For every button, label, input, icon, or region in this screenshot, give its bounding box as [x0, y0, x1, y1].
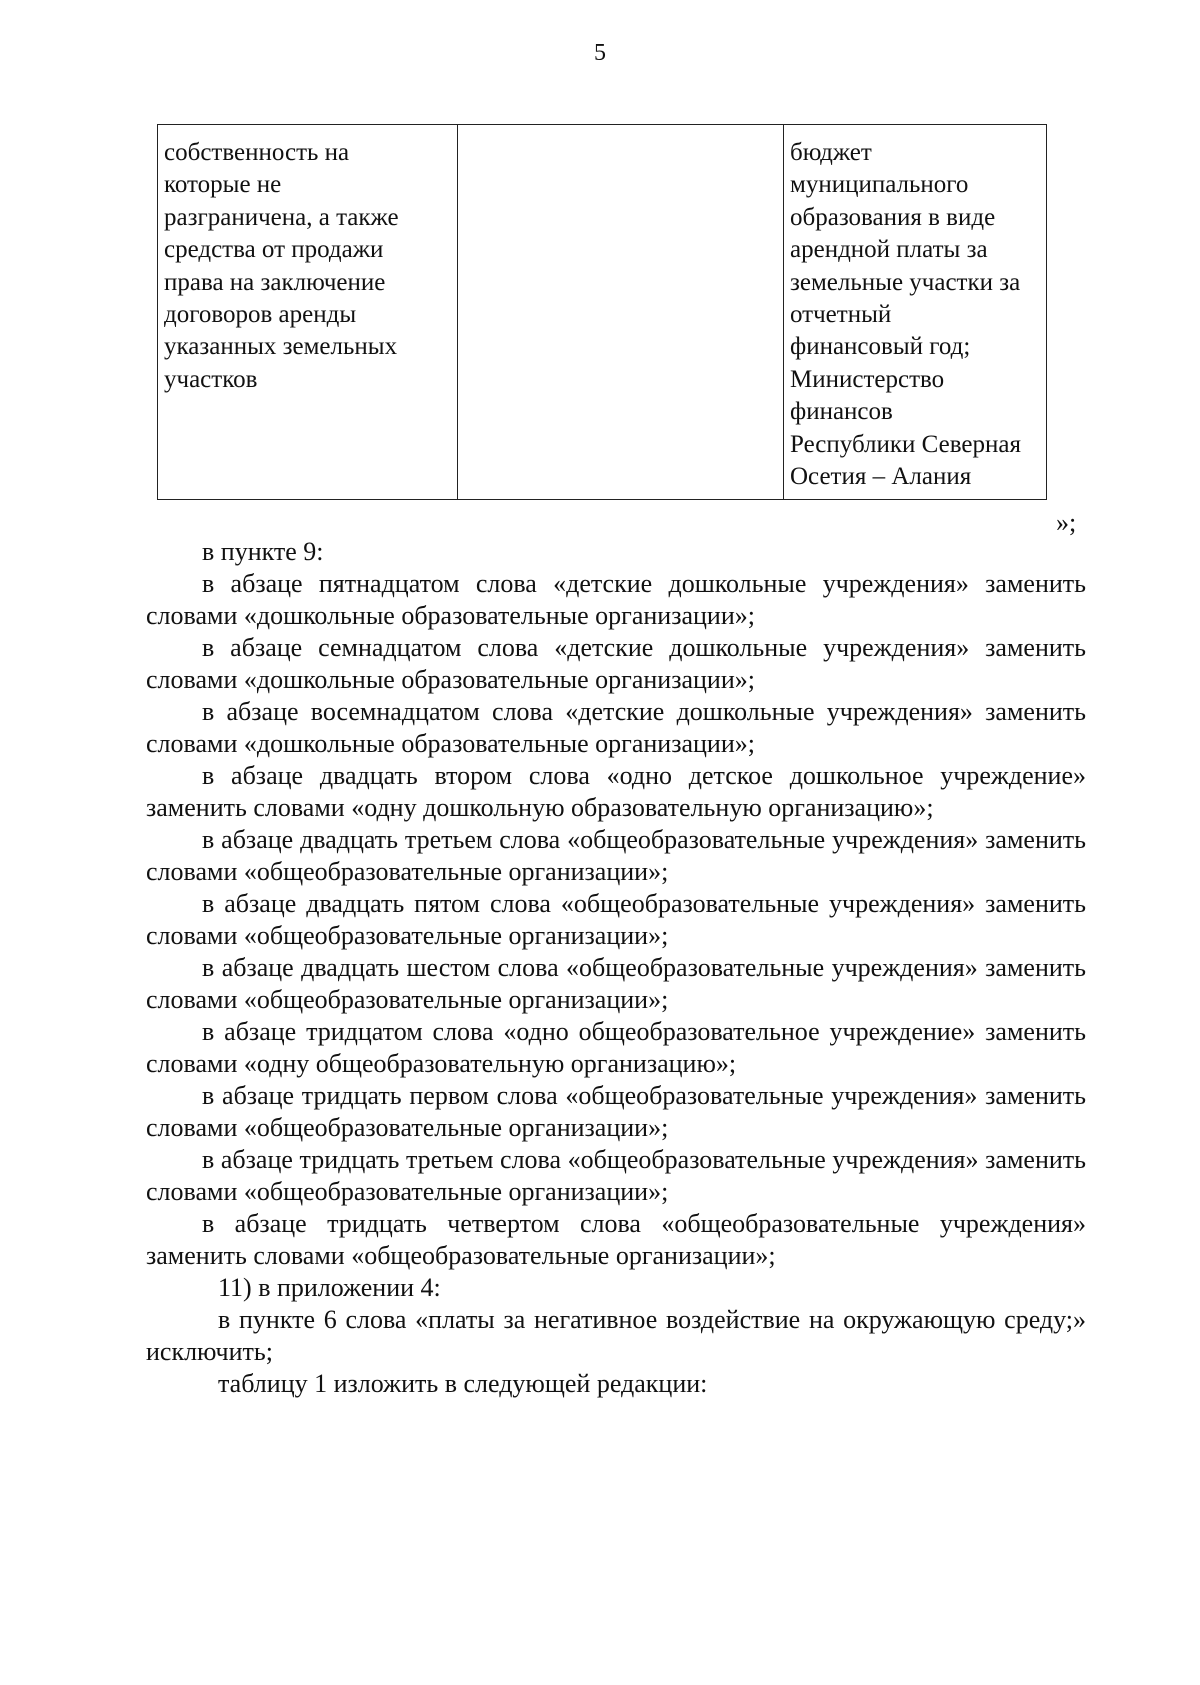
document-body: [146, 536, 1086, 1400]
cell-line: Министерство: [790, 365, 945, 393]
paragraph: в абзаце двадцать втором слова «одно детское дошкольное учреждение» заменить словами «одну дошкольную образовательную организацию»;: [146, 761, 1086, 822]
paragraph: в абзаце тридцатом слова «одно общеобразовательное учреждение» заменить словами «одну общеобразовательную организацию»;: [146, 1017, 1086, 1078]
cell-line: собственность на: [164, 139, 350, 166]
table-row: [158, 125, 1047, 500]
cell-line: договоров аренды: [164, 301, 357, 329]
table-cell-description: [158, 125, 458, 500]
paragraph: в абзаце тридцать третьем слова «общеобразовательные учреждения» заменить словами «общеобразовательные организации»;: [146, 1145, 1086, 1206]
table-cell-empty: [458, 125, 784, 500]
paragraph: в абзаце пятнадцатом слова «детские дошкольные учреждения» заменить словами «дошкольные образовательные организации»;: [146, 569, 1086, 630]
cell-line: средства от продажи: [164, 236, 384, 264]
cell-line: разграничена, а также: [164, 203, 399, 231]
cell-line: указанных земельных: [164, 333, 398, 361]
cell-line: земельные участки за: [790, 268, 1021, 296]
paragraph: в абзаце семнадцатом слова «детские дошкольные учреждения» заменить словами «дошкольные образовательные организации»;: [146, 633, 1086, 694]
cell-line: Республики Северная: [790, 430, 1021, 458]
cell-line: финансов: [790, 398, 893, 426]
paragraph: в абзаце восемнадцатом слова «детские дошкольные учреждения» заменить словами «дошкольные образовательные организации»;: [146, 697, 1086, 758]
cell-line: финансовый год;: [790, 333, 971, 361]
cell-line: бюджет: [790, 139, 872, 166]
paragraph: в абзаце двадцать шестом слова «общеобразовательные учреждения» заменить словами «общеобразовательные организации»;: [146, 953, 1086, 1014]
paragraph: 11) в приложении 4:: [218, 1273, 441, 1302]
closing-quote: »;: [1056, 508, 1077, 537]
table-cell-recipient: [784, 125, 1047, 500]
cell-line: участков: [164, 365, 258, 393]
paragraph: в абзаце двадцать третьем слова «общеобразовательные учреждения» заменить словами «общеобразовательные организации»;: [146, 825, 1086, 886]
paragraph: таблицу 1 изложить в следующей редакции:: [218, 1369, 708, 1398]
cell-line: отчетный: [790, 301, 892, 329]
cell-line: которые не: [164, 171, 282, 199]
paragraph: в пункте 6 слова «платы за негативное воздействие на окружающую среду;» исключить;: [146, 1305, 1086, 1366]
cell-line: образования в виде: [790, 203, 996, 231]
paragraph: в пункте 9:: [202, 537, 324, 566]
page-number: 5: [594, 40, 606, 66]
continuation-table: [157, 124, 1047, 500]
paragraph: в абзаце двадцать пятом слова «общеобразовательные учреждения» заменить словами «общеобразовательные организации»;: [146, 889, 1086, 950]
cell-line: Осетия – Алания: [790, 463, 972, 491]
cell-line: арендной платы за: [790, 236, 988, 264]
paragraph: в абзаце тридцать четвертом слова «общеобразовательные учреждения» заменить словами «общеобразовательные организации»;: [146, 1209, 1086, 1270]
cell-line: права на заключение: [164, 268, 386, 296]
paragraph: в абзаце тридцать первом слова «общеобразовательные учреждения» заменить словами «общеобразовательные организации»;: [146, 1081, 1086, 1142]
cell-line: муниципального: [790, 171, 969, 199]
